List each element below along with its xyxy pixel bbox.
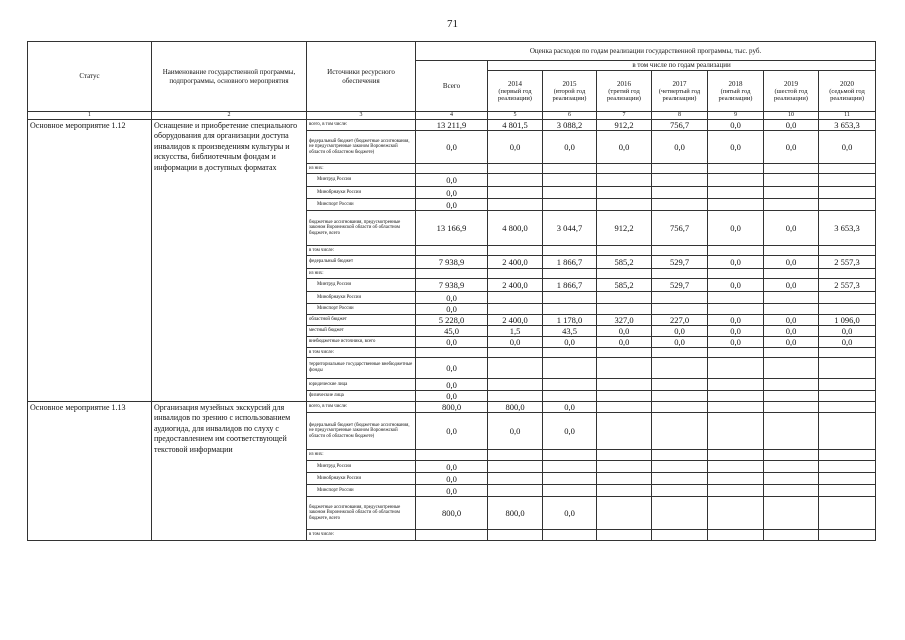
- value-year: [708, 497, 764, 530]
- value-year: 800,0: [488, 402, 543, 413]
- funding-source: федеральный бюджет: [307, 256, 416, 269]
- value-year: [652, 450, 708, 461]
- value-year: [652, 187, 708, 199]
- value-year: [652, 199, 708, 211]
- funding-source: Минобрнауки России: [307, 473, 416, 485]
- value-year: [764, 174, 819, 187]
- value-year: 529,7: [652, 256, 708, 269]
- value-total: 7 938,9: [416, 279, 488, 292]
- value-year: 4 800,0: [488, 211, 543, 246]
- value-year: [819, 497, 876, 530]
- value-year: [597, 485, 652, 497]
- value-year: [597, 246, 652, 256]
- value-year: [764, 199, 819, 211]
- funding-source: Минспорт России: [307, 485, 416, 497]
- value-year: [488, 187, 543, 199]
- value-total: 0,0: [416, 391, 488, 402]
- value-year: [652, 292, 708, 304]
- value-year: 0,0: [819, 326, 876, 337]
- header-by-years: в том числе по годам реализации: [488, 61, 876, 71]
- value-year: [597, 413, 652, 450]
- value-year: [543, 199, 597, 211]
- value-year: [708, 187, 764, 199]
- value-year: 2 557,3: [819, 279, 876, 292]
- value-year: [764, 485, 819, 497]
- value-year: 3 044,7: [543, 211, 597, 246]
- value-year: 0,0: [764, 337, 819, 348]
- value-year: 1 096,0: [819, 315, 876, 326]
- value-year: [597, 461, 652, 473]
- value-year: [597, 292, 652, 304]
- column-number: 7: [597, 112, 652, 120]
- funding-source: местный бюджет: [307, 326, 416, 337]
- value-year: [708, 450, 764, 461]
- value-year: [488, 530, 543, 541]
- value-year: [488, 379, 543, 391]
- value-year: 0,0: [764, 315, 819, 326]
- value-year: [764, 246, 819, 256]
- value-year: [652, 391, 708, 402]
- value-year: [652, 164, 708, 174]
- value-year: [597, 497, 652, 530]
- value-year: 585,2: [597, 256, 652, 269]
- value-year: [819, 292, 876, 304]
- year-label: (шестой год реализации): [774, 87, 808, 103]
- value-year: [819, 269, 876, 279]
- value-total: 0,0: [416, 131, 488, 164]
- value-year: [543, 269, 597, 279]
- funding-source: областной бюджет: [307, 315, 416, 326]
- column-number: 2: [152, 112, 307, 120]
- year-label: (пятый год реализации): [718, 87, 753, 103]
- value-year: [543, 348, 597, 358]
- funding-source: всего, в том числе:: [307, 402, 416, 413]
- header-year-2019: [764, 71, 819, 112]
- header-estimate: Оценка расходов по годам реализации государственной программы, тыс. руб.: [416, 42, 876, 61]
- value-year: [652, 379, 708, 391]
- value-total: 0,0: [416, 461, 488, 473]
- column-number: 1: [28, 112, 152, 120]
- value-year: 0,0: [543, 497, 597, 530]
- page-number: 71: [447, 18, 458, 30]
- value-year: [819, 358, 876, 379]
- value-year: 0,0: [488, 337, 543, 348]
- value-year: [764, 450, 819, 461]
- value-year: [819, 413, 876, 450]
- value-year: 0,0: [488, 413, 543, 450]
- value-year: [764, 497, 819, 530]
- value-year: [764, 402, 819, 413]
- value-year: [708, 292, 764, 304]
- funding-source: физические лица: [307, 391, 416, 402]
- value-total: 45,0: [416, 326, 488, 337]
- value-year: [488, 358, 543, 379]
- value-year: [597, 379, 652, 391]
- funding-source: Минтруд России: [307, 279, 416, 292]
- year-number: 2017: [672, 79, 687, 88]
- value-total: [416, 530, 488, 541]
- value-year: [764, 530, 819, 541]
- value-total: 800,0: [416, 497, 488, 530]
- value-year: 1 866,7: [543, 256, 597, 269]
- funding-source: из них:: [307, 164, 416, 174]
- header-year-2016: [597, 71, 652, 112]
- funding-source: Минобрнауки России: [307, 292, 416, 304]
- value-year: [543, 292, 597, 304]
- value-year: [708, 473, 764, 485]
- value-year: [543, 164, 597, 174]
- value-year: [764, 187, 819, 199]
- value-total: 0,0: [416, 187, 488, 199]
- funding-source: территориальные государственные внебюджетные фонды: [307, 358, 416, 379]
- budget-table: [27, 41, 876, 541]
- column-number: 3: [307, 112, 416, 120]
- column-number: 6: [543, 112, 597, 120]
- value-year: [708, 358, 764, 379]
- value-year: [708, 269, 764, 279]
- value-year: [708, 391, 764, 402]
- value-year: [597, 450, 652, 461]
- funding-source: Минспорт России: [307, 199, 416, 211]
- value-year: [764, 358, 819, 379]
- value-year: [819, 391, 876, 402]
- value-year: 756,7: [652, 120, 708, 131]
- value-total: 0,0: [416, 473, 488, 485]
- value-year: [708, 174, 764, 187]
- value-year: 0,0: [708, 326, 764, 337]
- value-year: 0,0: [597, 337, 652, 348]
- value-year: 0,0: [543, 402, 597, 413]
- value-year: [652, 497, 708, 530]
- value-year: [764, 348, 819, 358]
- value-year: 1,5: [488, 326, 543, 337]
- value-year: [819, 473, 876, 485]
- value-year: 3 653,3: [819, 120, 876, 131]
- value-year: 0,0: [708, 120, 764, 131]
- value-year: 0,0: [764, 279, 819, 292]
- value-year: 3 088,2: [543, 120, 597, 131]
- value-year: [543, 379, 597, 391]
- value-total: 0,0: [416, 413, 488, 450]
- year-number: 2016: [617, 79, 631, 88]
- value-year: 0,0: [708, 315, 764, 326]
- value-total: [416, 246, 488, 256]
- value-year: [764, 164, 819, 174]
- table-row: [28, 402, 876, 413]
- value-year: [652, 174, 708, 187]
- funding-source: всего, в том числе:: [307, 120, 416, 131]
- value-year: [488, 450, 543, 461]
- value-total: 0,0: [416, 337, 488, 348]
- value-year: 43,5: [543, 326, 597, 337]
- value-total: 13 211,9: [416, 120, 488, 131]
- value-year: [597, 269, 652, 279]
- value-year: [819, 164, 876, 174]
- value-year: [543, 461, 597, 473]
- year-number: 2019: [784, 79, 798, 88]
- measure-name: Организация музейных экскурсий для инвалидов по зрению с использованием аудиогида, для инвалидов по слуху с предоставлением им соответствующей текстовой информации: [152, 402, 307, 541]
- column-number: 5: [488, 112, 543, 120]
- header-total: Всего: [416, 61, 488, 112]
- value-year: 0,0: [764, 256, 819, 269]
- value-year: [488, 461, 543, 473]
- value-year: 756,7: [652, 211, 708, 246]
- value-year: [597, 174, 652, 187]
- funding-source: в том числе:: [307, 530, 416, 541]
- value-year: [708, 199, 764, 211]
- value-total: [416, 164, 488, 174]
- value-year: 1 178,0: [543, 315, 597, 326]
- value-year: [764, 379, 819, 391]
- value-year: [597, 187, 652, 199]
- value-year: 2 557,3: [819, 256, 876, 269]
- value-year: [597, 391, 652, 402]
- column-number: 8: [652, 112, 708, 120]
- funding-source: из них:: [307, 269, 416, 279]
- column-number: 4: [416, 112, 488, 120]
- value-year: [543, 358, 597, 379]
- value-total: 7 938,9: [416, 256, 488, 269]
- value-year: [488, 174, 543, 187]
- value-total: 0,0: [416, 292, 488, 304]
- value-year: [597, 199, 652, 211]
- column-number: 10: [764, 112, 819, 120]
- value-year: [488, 164, 543, 174]
- column-number: 9: [708, 112, 764, 120]
- value-year: [652, 246, 708, 256]
- value-year: [488, 348, 543, 358]
- value-year: 0,0: [708, 211, 764, 246]
- value-year: [764, 413, 819, 450]
- value-year: [652, 485, 708, 497]
- value-year: [819, 187, 876, 199]
- year-label: (седьмой год реализации): [829, 87, 865, 103]
- value-year: [652, 461, 708, 473]
- value-year: [764, 461, 819, 473]
- value-year: 0,0: [764, 326, 819, 337]
- value-year: [708, 246, 764, 256]
- measure-status: Основное мероприятие 1.12: [28, 120, 152, 402]
- funding-source: внебюджетные источники, всего: [307, 337, 416, 348]
- value-year: [543, 174, 597, 187]
- value-year: [652, 402, 708, 413]
- value-year: 0,0: [819, 337, 876, 348]
- value-year: [652, 304, 708, 315]
- value-year: 2 400,0: [488, 315, 543, 326]
- value-total: 0,0: [416, 174, 488, 187]
- value-year: [819, 348, 876, 358]
- value-year: 0,0: [764, 211, 819, 246]
- value-year: [819, 174, 876, 187]
- header-year-2018: [708, 71, 764, 112]
- value-year: [819, 199, 876, 211]
- year-label: (второй год реализации): [552, 87, 587, 103]
- value-total: 0,0: [416, 485, 488, 497]
- measure-name: Оснащение и приобретение специального оборудования для организации доступа инвалидов к произведениям культуры и искусства, библиотечным фондам и информации в доступных форматах: [152, 120, 307, 402]
- value-year: 0,0: [543, 413, 597, 450]
- value-year: [708, 304, 764, 315]
- value-year: 585,2: [597, 279, 652, 292]
- value-year: 0,0: [708, 256, 764, 269]
- value-total: 0,0: [416, 379, 488, 391]
- value-year: [488, 473, 543, 485]
- value-year: [819, 461, 876, 473]
- value-year: 0,0: [764, 131, 819, 164]
- value-year: 0,0: [652, 337, 708, 348]
- value-year: [488, 292, 543, 304]
- funding-source: Минтруд России: [307, 461, 416, 473]
- year-number: 2014: [508, 79, 522, 88]
- value-year: [819, 530, 876, 541]
- value-year: [652, 530, 708, 541]
- value-total: 0,0: [416, 358, 488, 379]
- value-year: 4 801,5: [488, 120, 543, 131]
- value-year: [543, 304, 597, 315]
- value-year: 0,0: [708, 337, 764, 348]
- value-year: [543, 187, 597, 199]
- value-year: [708, 379, 764, 391]
- value-year: 2 400,0: [488, 256, 543, 269]
- value-year: 0,0: [488, 131, 543, 164]
- value-year: 0,0: [652, 326, 708, 337]
- table-row: [28, 120, 876, 131]
- value-total: 0,0: [416, 199, 488, 211]
- value-year: 0,0: [543, 131, 597, 164]
- funding-source: бюджетные ассигнования, предусмотренные законом Воронежской области об областном бюджете, всего: [307, 211, 416, 246]
- value-year: [708, 413, 764, 450]
- value-year: 327,0: [597, 315, 652, 326]
- value-year: [708, 402, 764, 413]
- value-year: [652, 269, 708, 279]
- value-year: [652, 348, 708, 358]
- value-year: [708, 530, 764, 541]
- funding-source: Минспорт России: [307, 304, 416, 315]
- value-year: [488, 269, 543, 279]
- value-year: [819, 246, 876, 256]
- funding-source: федеральный бюджет (бюджетные ассигнования, не предусмотренные законом Воронежской области об областном бюджете): [307, 131, 416, 164]
- value-year: [652, 473, 708, 485]
- value-total: 0,0: [416, 304, 488, 315]
- header-year-2020: [819, 71, 876, 112]
- value-year: [652, 413, 708, 450]
- value-year: [819, 485, 876, 497]
- value-year: 227,0: [652, 315, 708, 326]
- year-number: 2018: [728, 79, 743, 88]
- measure-status: Основное мероприятие 1.13: [28, 402, 152, 541]
- value-year: 912,2: [597, 120, 652, 131]
- value-year: [597, 473, 652, 485]
- value-total: [416, 348, 488, 358]
- value-total: 5 228,0: [416, 315, 488, 326]
- value-year: [597, 530, 652, 541]
- value-year: [488, 246, 543, 256]
- value-year: [708, 348, 764, 358]
- value-year: [488, 485, 543, 497]
- value-year: 0,0: [764, 120, 819, 131]
- value-year: [764, 304, 819, 315]
- header-status: Статус: [28, 42, 152, 112]
- value-year: [597, 402, 652, 413]
- value-year: [819, 402, 876, 413]
- value-year: [708, 461, 764, 473]
- value-year: [488, 199, 543, 211]
- value-year: [597, 164, 652, 174]
- year-label: (третий год реализации): [607, 87, 641, 103]
- value-year: 800,0: [488, 497, 543, 530]
- value-year: 0,0: [543, 337, 597, 348]
- value-total: 800,0: [416, 402, 488, 413]
- value-year: [543, 530, 597, 541]
- value-year: [597, 304, 652, 315]
- value-year: [652, 358, 708, 379]
- value-year: 0,0: [819, 131, 876, 164]
- column-number: 11: [819, 112, 876, 120]
- header-name: Наименование государственной программы, подпрограммы, основного мероприятия: [152, 42, 307, 112]
- value-year: 2 400,0: [488, 279, 543, 292]
- value-year: [543, 391, 597, 402]
- funding-source: из них:: [307, 450, 416, 461]
- value-year: [819, 304, 876, 315]
- value-year: [708, 164, 764, 174]
- value-year: 3 653,3: [819, 211, 876, 246]
- header-year-2017: [652, 71, 708, 112]
- value-year: 0,0: [652, 131, 708, 164]
- value-year: [819, 379, 876, 391]
- funding-source: юридические лица: [307, 379, 416, 391]
- value-year: [543, 450, 597, 461]
- value-year: [764, 269, 819, 279]
- value-year: 0,0: [597, 131, 652, 164]
- value-year: [488, 391, 543, 402]
- value-year: [708, 485, 764, 497]
- funding-source: в том числе:: [307, 348, 416, 358]
- value-year: [764, 473, 819, 485]
- value-year: 529,7: [652, 279, 708, 292]
- year-label: (четвертый год реализации): [658, 87, 701, 103]
- value-year: [764, 391, 819, 402]
- value-year: [597, 348, 652, 358]
- value-year: 0,0: [708, 279, 764, 292]
- value-year: [543, 473, 597, 485]
- value-total: [416, 450, 488, 461]
- year-number: 2015: [562, 79, 577, 88]
- value-year: [488, 304, 543, 315]
- year-label: (первый год реализации): [498, 87, 532, 103]
- value-year: 0,0: [708, 131, 764, 164]
- header-year-2015: [543, 71, 597, 112]
- header-year-2014: [488, 71, 543, 112]
- funding-source: Минобрнауки России: [307, 187, 416, 199]
- value-total: [416, 269, 488, 279]
- year-number: 2020: [840, 79, 855, 88]
- value-year: [764, 292, 819, 304]
- value-year: 1 866,7: [543, 279, 597, 292]
- value-year: [543, 246, 597, 256]
- funding-source: Минтруд России: [307, 174, 416, 187]
- funding-source: в том числе:: [307, 246, 416, 256]
- value-year: 912,2: [597, 211, 652, 246]
- funding-source: бюджетные ассигнования, предусмотренные законом Воронежской области об областном бюджете, всего: [307, 497, 416, 530]
- funding-source: федеральный бюджет (бюджетные ассигнования, не предусмотренные законом Воронежской области об областном бюджете): [307, 413, 416, 450]
- value-year: [543, 485, 597, 497]
- header-sources: Источники ресурсного обеспечения: [307, 42, 416, 112]
- value-year: [597, 358, 652, 379]
- value-year: [819, 450, 876, 461]
- value-year: 0,0: [597, 326, 652, 337]
- value-total: 13 166,9: [416, 211, 488, 246]
